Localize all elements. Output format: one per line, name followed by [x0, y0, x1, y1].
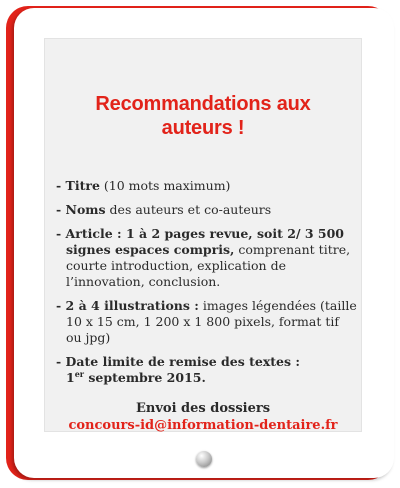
item-text: des auteurs et co-auteurs	[105, 202, 272, 217]
submission-footer	[44, 400, 362, 434]
item-bold: Titre	[65, 178, 100, 193]
item-dash: -	[56, 178, 66, 193]
list-item-titre	[56, 178, 358, 194]
list-item-date-limite	[56, 354, 358, 386]
deadline-rest: septembre 2015.	[84, 370, 206, 385]
item-bold: Date limite de remise des textes :	[65, 354, 301, 369]
recommendations-list	[56, 178, 358, 394]
item-bold: Noms	[65, 202, 106, 217]
item-text: comprenant titre, courte introduction, explication de l’innovation, conclusion.	[66, 242, 351, 289]
list-item-article	[56, 226, 358, 290]
item-dash: -	[56, 298, 66, 313]
deadline-day: 1	[66, 370, 75, 385]
item-text: (10 mots maximum)	[99, 178, 231, 193]
submission-label: Envoi des dossiers	[135, 401, 271, 416]
list-item-noms	[56, 202, 358, 218]
list-item-illustrations	[56, 298, 358, 346]
deadline-day-suffix: er	[74, 368, 85, 379]
page-title	[44, 92, 362, 140]
item-text: images légendées (taille 10 x 15 cm, 1 200 x 1 800 pixels, format tif ou jpg)	[66, 298, 357, 345]
submission-email-link[interactable]: concours-id@information-dentaire.fr	[68, 418, 338, 433]
item-dash: -	[56, 354, 66, 369]
title-line-2: auteurs !	[161, 117, 245, 139]
item-bold: Article : 1 à 2 pages revue, soit 2/ 3 500 signes espaces compris,	[65, 226, 345, 257]
title-line-1: Recommandations aux	[95, 93, 311, 115]
home-button-icon	[196, 451, 212, 467]
item-dash: -	[56, 202, 66, 217]
item-bold: 2 à 4 illustrations :	[65, 298, 199, 313]
item-dash: -	[56, 226, 66, 241]
